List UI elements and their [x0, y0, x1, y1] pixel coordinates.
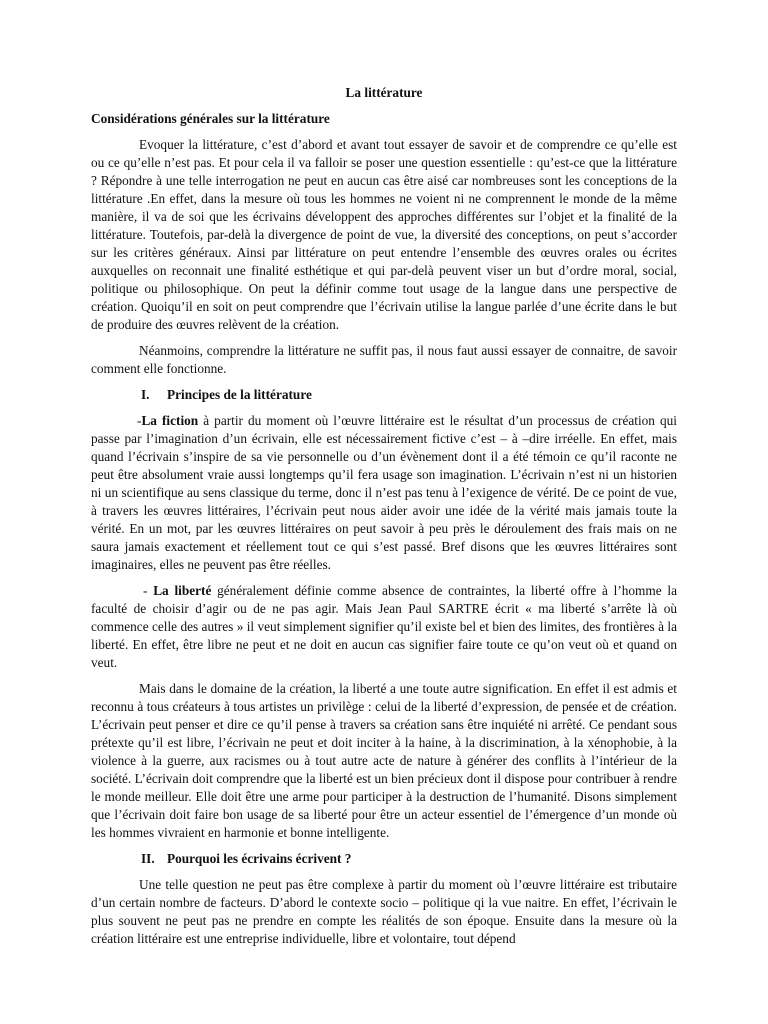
liberte-prefix: - [143, 583, 154, 598]
section-title: Principes de la littérature [167, 387, 312, 402]
document-title: La littérature [345, 85, 423, 100]
fiction-prefix: - [137, 413, 142, 428]
section-heading-2 [91, 850, 677, 868]
section2-paragraph-1: Une telle question ne peut pas être complexe à partir du moment où l’œuvre littéraire est tributaire d’un certain nombre de facteurs. D’abord le contexte socio – politique qi la vue naitre. En effet, l’écrivain le plus souvent ne peut pas ne prendre en compte les réalités de son époque. Ensuite dans la mesure où la création littéraire est une entreprise individuelle, libre et volontaire, tout dépend [91, 877, 677, 946]
section-heading-1 [91, 386, 677, 404]
document-subtitle: Considérations générales sur la littérature [91, 111, 330, 126]
intro-paragraph-1: Evoquer la littérature, c’est d’abord et avant tout essayer de savoir et de comprendre ce qu’elle est ou ce qu’elle n’est pas. Et pour cela il va falloir se poser une question essentielle : qu’est-ce que la littérature ? Répondre à une telle interrogation ne peut en aucun cas être aisé car nombreuses sont les conceptions de la littérature .En effet, dans la mesure où tous les hommes ne voient ni ne comprennent le monde de la même manière, il va de soi que les écrivains développent des approches différentes sur l’objet et la finalité de la littérature. Toutefois, par-delà la divergence de point de vue, la diversité des conceptions, on peut s’accorder sur les critères généraux. Ainsi par littérature on peut entendre l’ensemble des œuvres orales ou écrites auxquelles on reconnait une finalité esthétique et qui par-delà peuvent viser un but d’ordre moral, social, politique ou philosophique. On peut la définir comme tout usage de la langue dans une perspective de création. Quoiqu’il en soit on peut comprendre que l’écrivain utilise la langue parlée d’une écrite dans le but de produire des œuvres relèvent de la création. [91, 137, 677, 332]
liberte-term: La liberté [153, 583, 212, 598]
section-number: I. [141, 387, 150, 402]
liberte-paragraph-2: Mais dans le domaine de la création, la liberté a une toute autre signification. En effet il est admis et reconnu à tous créateurs à tous artistes un privilège : celui de la liberté d’expression, de pensée et de création. L’écrivain peut penser et dire ce qu’il pense à travers sa création sans être inquiété ni arrêté. Ce pendant sous prétexte qu’il est libre, l’écrivain ne peut et doit inciter à la haine, à la discrimination, à la xénophobie, à la violence à la guerre, aux racismes ou à tout autre acte de nature à générer des conflits à l’intérieur de la société. L’écrivain doit comprendre que la liberté est un bien précieux dont il dispose pour contribuer à rendre le monde meilleur. Elle doit être une arme pour participer à la destruction de l’humanité. Disons simplement que l’écrivain doit faire bon usage de sa liberté pour être un acteur essentiel de l’émergence d’un monde où les hommes vivraient en harmonie et bonne intelligente. [91, 681, 677, 840]
liberte-paragraph [91, 582, 677, 672]
fiction-paragraph [91, 412, 677, 574]
section-number: II. [141, 851, 155, 866]
section-title: Pourquoi les écrivains écrivent ? [167, 851, 352, 866]
liberte-text: généralement définie comme absence de contraintes, la liberté offre à l’homme la faculté de choisir d’agir ou de ne pas agir. Mais Jean Paul SARTRE écrit « ma liberté s’arrête là où commence celle des autres » il veut simplement signifier qu’il existe bel et bien des limites, des frontières à la liberté. En effet, être libre ne peut et ne doit en aucun cas signifier faire toute ce qu’on veut où et quand on veut. [91, 583, 677, 670]
fiction-term: La fiction [141, 413, 199, 428]
fiction-text: à partir du moment où l’œuvre littéraire est le résultat d’un processus de création qui passe par l’imagination d’un écrivain, elle est nécessairement fictive c’est – à –dire irréelle. En effet, mais quand l’écrivain s’inspire de sa vie personnelle ou d’un évènement dont il a été témoin ce qu’il raconte ne peut être absolument vraie aussi longtemps qu’il fera usage son imagination. L’écrivain n’est ni un historien ni un scientifique au sens classique du terme, donc il n’est pas tenu à l’exigence de vérité. De ce point de vue, à travers les œuvres littéraires, l’écrivain peut nous aider avoir une idée de la vérité mais jamais toute la vérité. En un mot, par les œuvres littéraires on peut savoir à peu près le déroulement des frais mais on ne saura jamais exactement et réellement tout ce qui s’est passé. Bref disons que les œuvres littéraires sont imaginaires, elles ne peuvent pas être réelles. [91, 413, 677, 572]
intro-paragraph-2: Néanmoins, comprendre la littérature ne suffit pas, il nous faut aussi essayer de connaitre, de savoir comment elle fonctionne. [91, 343, 677, 376]
